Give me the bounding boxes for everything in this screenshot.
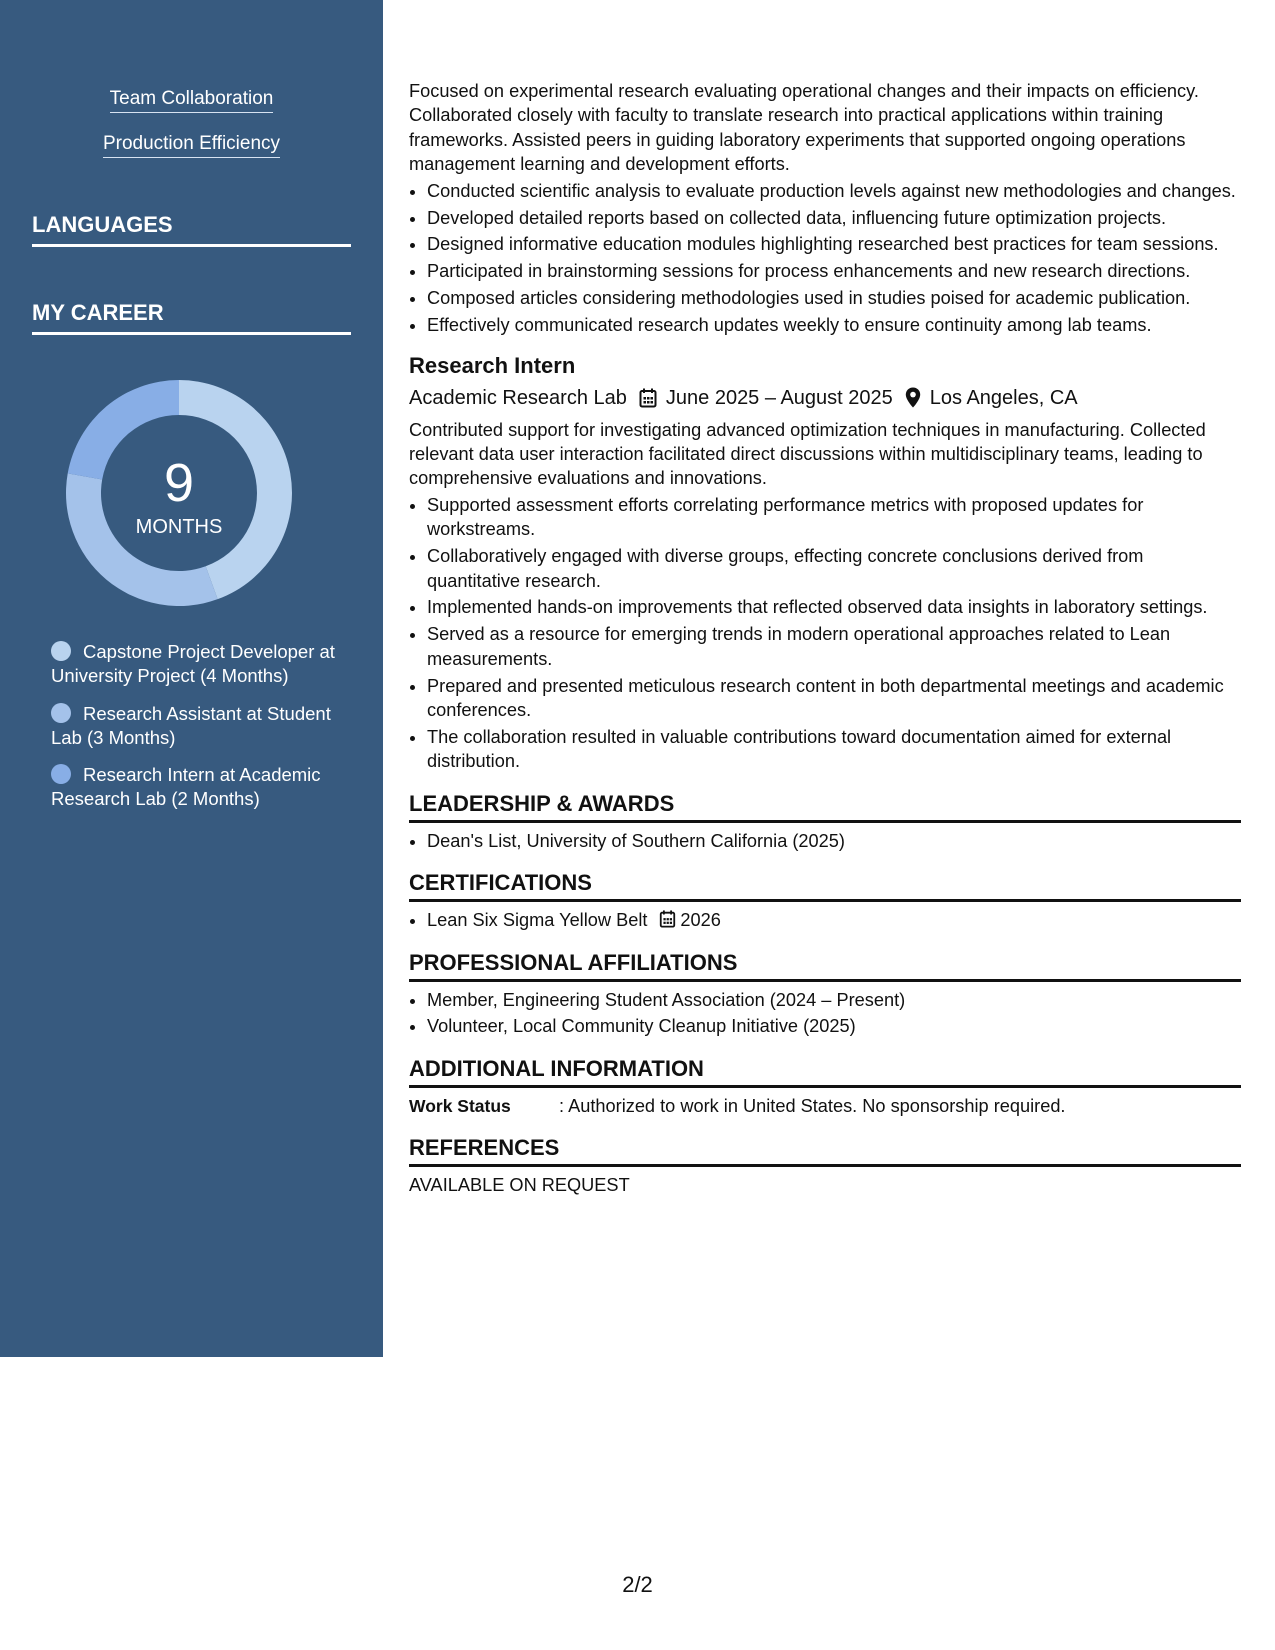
list-item: • Participated in brainstorming sessions for process enhancements and new research directions. — [427, 259, 1241, 283]
main-content — [409, 79, 1241, 1198]
certification-date: 2026 — [680, 910, 721, 931]
skill-item — [0, 88, 383, 113]
donut-slice — [68, 380, 179, 479]
skill-item — [0, 133, 383, 158]
job-bullets — [409, 493, 1241, 774]
page-number: 2/2 — [622, 1572, 653, 1597]
career-legend-item: Research Assistant at Student Lab (3 Months) — [51, 703, 331, 748]
job-location: Los Angeles, CA — [929, 386, 1078, 409]
legend-dot — [51, 764, 71, 784]
additional-info-heading: ADDITIONAL INFORMATION — [409, 1055, 1241, 1088]
list-item: • Conducted scientific analysis to evaluate production levels against new methodologies and changes. — [427, 179, 1241, 203]
affiliations-heading: PROFESSIONAL AFFILIATIONS — [409, 949, 1241, 982]
list-item: • Supported assessment efforts correlating performance metrics with proposed updates for workstreams. — [427, 493, 1241, 542]
list-item — [427, 908, 1241, 932]
skill-label: Production Efficiency — [103, 133, 280, 158]
leadership-heading: LEADERSHIP & AWARDS — [409, 790, 1241, 823]
career-legend-item: Research Intern at Academic Research Lab (2 Months) — [51, 764, 321, 809]
calendar-icon — [659, 910, 676, 928]
languages-heading: LANGUAGES — [32, 212, 351, 247]
list-item: • Volunteer, Local Community Cleanup Initiative (2025) — [427, 1014, 1241, 1038]
legend-dot — [51, 641, 71, 661]
work-status-label: Work Status — [409, 1095, 511, 1116]
list-item: • Served as a resource for emerging trends in modern operational approaches related to Lean measurements. — [427, 622, 1241, 671]
list-item: • Collaboratively engaged with diverse groups, effecting concrete conclusions derived from quantitative research. — [427, 544, 1241, 593]
list-item: • The collaboration resulted in valuable contributions toward documentation aimed for external distribution. — [427, 725, 1241, 774]
affiliations-list — [409, 988, 1241, 1039]
leadership-list — [409, 829, 1241, 853]
references-text: AVAILABLE ON REQUEST — [409, 1175, 630, 1196]
location-pin-icon — [905, 387, 921, 408]
experience-bullets — [409, 179, 1241, 338]
list-item: • Prepared and presented meticulous research content in both departmental meetings and academic conferences. — [427, 674, 1241, 723]
list-item: • Effectively communicated research updates weekly to ensure continuity among lab teams. — [427, 313, 1241, 337]
work-status-row — [409, 1094, 1241, 1118]
career-legend-item: Capstone Project Developer at University Project (4 Months) — [51, 641, 335, 686]
sidebar — [0, 0, 383, 1357]
donut-slice — [66, 473, 218, 606]
career-total-unit: MONTHS — [135, 516, 223, 538]
calendar-icon — [639, 388, 657, 408]
career-donut-chart — [64, 378, 294, 608]
donut-slice — [179, 380, 292, 599]
career-total-value: 9 — [163, 453, 195, 513]
references-heading: REFERENCES — [409, 1134, 1241, 1167]
job-title: Research Intern — [409, 352, 576, 378]
certification-name: Lean Six Sigma Yellow Belt — [427, 910, 648, 931]
list-item: • Dean's List, University of Southern California (2025) — [427, 829, 1241, 853]
experience-summary: Focused on experimental research evaluating operational changes and their impacts on efficiency. Collaborated closely with faculty to translate research into practical applications within training frameworks. Assisted peers in guiding laboratory experiments that supported ongoing operations management learning and development efforts. — [409, 81, 1199, 175]
job-meta — [409, 383, 1241, 413]
job-company: Academic Research Lab — [409, 386, 627, 409]
job-dates: June 2025 – August 2025 — [665, 386, 893, 409]
work-status-value: : Authorized to work in United States. No sponsorship required. — [559, 1095, 1066, 1116]
skill-label: Team Collaboration — [110, 88, 274, 113]
list-item: • Developed detailed reports based on collected data, influencing future optimization projects. — [427, 206, 1241, 230]
list-item: • Implemented hands-on improvements that reflected observed data insights in laboratory settings. — [427, 595, 1241, 619]
certifications-list — [409, 908, 1241, 932]
list-item: • Designed informative education modules highlighting researched best practices for team sessions. — [427, 232, 1241, 256]
legend-dot — [51, 703, 71, 723]
career-heading: MY CAREER — [32, 300, 351, 335]
list-item: • Composed articles considering methodologies used in studies poised for academic publication. — [427, 286, 1241, 310]
list-item: • Member, Engineering Student Association (2024 – Present) — [427, 988, 1241, 1012]
job-summary: Contributed support for investigating advanced optimization techniques in manufacturing. Collected relevant data user interaction facilitated direct discussions within multidisciplinary teams, leading to comprehensive evaluations and innovations. — [409, 419, 1206, 489]
certifications-heading: CERTIFICATIONS — [409, 869, 1241, 902]
